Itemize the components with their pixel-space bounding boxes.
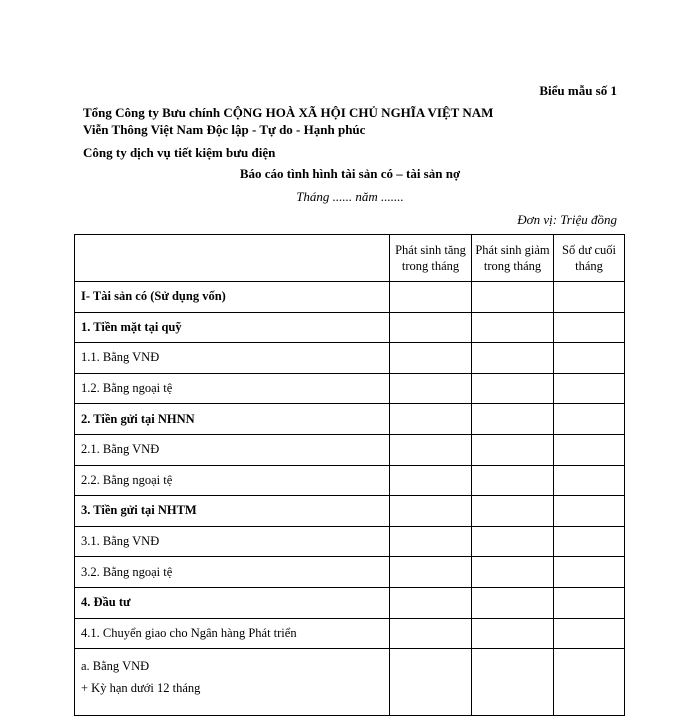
cell-decrease: [472, 434, 554, 465]
row-label: 1.2. Bằng ngoại tệ: [75, 373, 390, 404]
company-name: Công ty dịch vụ tiết kiệm bưu điện: [83, 145, 276, 160]
cell-increase: [390, 434, 472, 465]
cell-increase: [390, 465, 472, 496]
table-row: [75, 282, 625, 313]
cell-balance: [554, 649, 625, 716]
header-line-2: Viễn Thông Việt Nam Độc lập - Tự do - Hạnh phúc: [83, 122, 366, 137]
cell-decrease: [472, 465, 554, 496]
row-label: [75, 649, 390, 716]
table-row: [75, 526, 625, 557]
cell-decrease: [472, 282, 554, 313]
cell-decrease: [472, 312, 554, 343]
cell-decrease: [472, 557, 554, 588]
cell-increase: [390, 312, 472, 343]
row-label: 3.2. Bằng ngoại tệ: [75, 557, 390, 588]
cell-balance: [554, 618, 625, 649]
cell-decrease: [472, 373, 554, 404]
row-label: 4. Đầu tư: [75, 587, 390, 618]
row-label: 2.1. Bằng VNĐ: [75, 434, 390, 465]
report-table: [74, 234, 625, 716]
header-line-1: Tổng Công ty Bưu chính CỘNG HOÀ XÃ HỘI CHỦ NGHĨA VIỆT NAM: [83, 105, 494, 120]
table-row: [75, 404, 625, 435]
row-label: I- Tài sản có (Sử dụng vốn): [75, 282, 390, 313]
cell-balance: [554, 557, 625, 588]
header-cell-decrease: Phát sinh giảm trong tháng: [472, 235, 554, 282]
cell-balance: [554, 373, 625, 404]
cell-balance: [554, 312, 625, 343]
cell-decrease: [472, 618, 554, 649]
report-period: Tháng ...... năm .......: [296, 189, 404, 204]
cell-increase: [390, 496, 472, 527]
cell-decrease: [472, 404, 554, 435]
table-row: [75, 312, 625, 343]
header-cell-label: [75, 235, 390, 282]
cell-balance: [554, 434, 625, 465]
table-row: [75, 649, 625, 716]
cell-balance: [554, 465, 625, 496]
cell-balance: [554, 587, 625, 618]
cell-balance: [554, 343, 625, 374]
cell-increase: [390, 587, 472, 618]
row-label-line-2: + Kỳ hạn dưới 12 tháng: [81, 681, 201, 696]
cell-decrease: [472, 526, 554, 557]
table-row: [75, 373, 625, 404]
header-cell-balance: Số dư cuối tháng: [554, 235, 625, 282]
header-cell-increase: Phát sinh tăng trong tháng: [390, 235, 472, 282]
table-row: [75, 618, 625, 649]
table-body: [75, 282, 625, 716]
table-row: [75, 343, 625, 374]
cell-decrease: [472, 587, 554, 618]
row-label: 2.2. Bằng ngoại tệ: [75, 465, 390, 496]
cell-increase: [390, 404, 472, 435]
table-row: [75, 557, 625, 588]
cell-increase: [390, 618, 472, 649]
cell-balance: [554, 496, 625, 527]
cell-decrease: [472, 343, 554, 374]
cell-increase: [390, 282, 472, 313]
cell-increase: [390, 526, 472, 557]
cell-balance: [554, 526, 625, 557]
row-label: 3.1. Bằng VNĐ: [75, 526, 390, 557]
row-label: 1.1. Bằng VNĐ: [75, 343, 390, 374]
table-header-row: [75, 235, 625, 282]
cell-decrease: [472, 649, 554, 716]
row-label: 2. Tiền gửi tại NHNN: [75, 404, 390, 435]
table-row: [75, 587, 625, 618]
report-title: Báo cáo tình hình tài sản có – tài sản nợ: [239, 166, 461, 181]
unit-label: Đơn vị: Triệu đồng: [517, 212, 617, 227]
row-label-line-1: a. Bằng VNĐ: [81, 659, 150, 674]
cell-balance: [554, 404, 625, 435]
cell-increase: [390, 373, 472, 404]
cell-increase: [390, 557, 472, 588]
cell-increase: [390, 649, 472, 716]
table-row: [75, 496, 625, 527]
row-label: 1. Tiền mặt tại quỹ: [75, 312, 390, 343]
form-number: Biểu mẫu số 1: [539, 83, 617, 98]
table-row: [75, 434, 625, 465]
cell-balance: [554, 282, 625, 313]
cell-increase: [390, 343, 472, 374]
row-label: 3. Tiền gửi tại NHTM: [75, 496, 390, 527]
cell-decrease: [472, 496, 554, 527]
row-label: 4.1. Chuyển giao cho Ngân hàng Phát triển: [75, 618, 390, 649]
table-row: [75, 465, 625, 496]
